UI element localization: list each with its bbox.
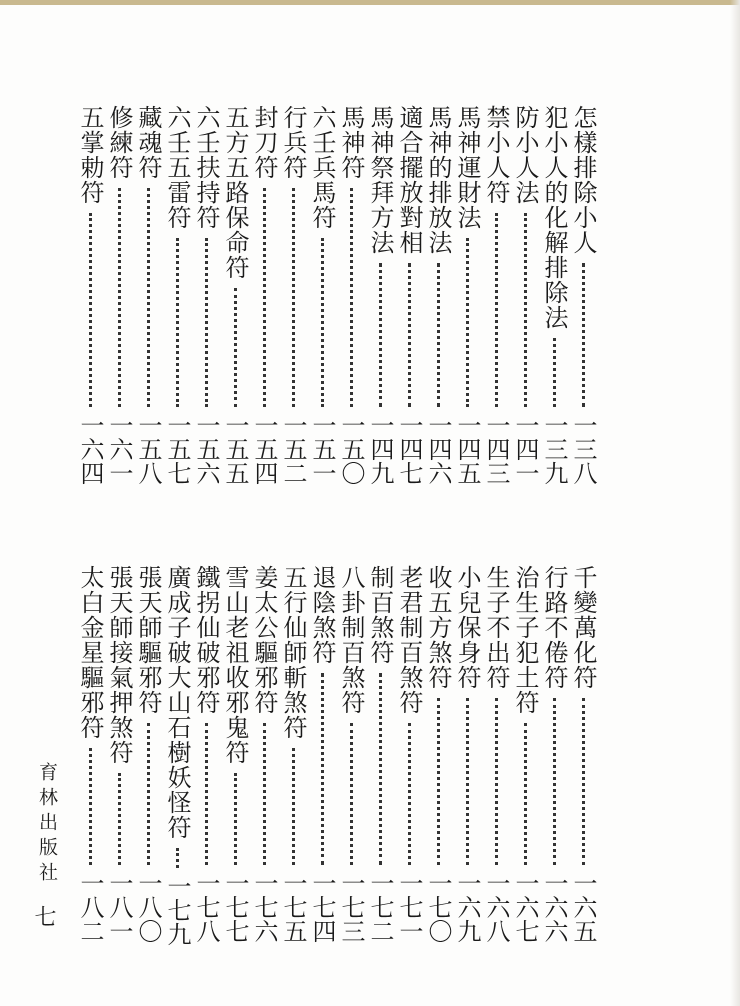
dot-leader xyxy=(350,188,353,407)
dot-leader xyxy=(524,723,527,865)
toc-entry-title: 馬神符 xyxy=(337,105,365,180)
toc-entry xyxy=(336,105,366,485)
dot-leader xyxy=(437,698,440,865)
toc-entry-title: 八卦制百煞符 xyxy=(337,565,365,715)
toc-entry xyxy=(481,105,511,485)
toc-entry-title: 防小人法 xyxy=(511,105,539,205)
dot-leader xyxy=(205,723,208,865)
dot-leader xyxy=(118,188,121,407)
toc-entry xyxy=(423,565,453,943)
toc-entry-page: 一八一 xyxy=(105,871,133,943)
dot-leader xyxy=(234,288,237,407)
toc-entry-page: 一五〇 xyxy=(337,413,365,485)
toc-entry-title: 五行仙師斬煞符 xyxy=(279,565,307,740)
toc-entry-title: 馬神運財法 xyxy=(453,105,481,230)
toc-entry xyxy=(75,105,105,485)
dot-leader xyxy=(118,773,121,865)
toc-entry xyxy=(394,565,424,943)
toc-entry xyxy=(104,105,134,485)
dot-leader xyxy=(553,338,556,407)
dot-leader xyxy=(89,213,92,407)
toc-entry-title: 藏魂符 xyxy=(134,105,162,180)
toc-entry xyxy=(481,565,511,943)
toc-entry-page: 一七九 xyxy=(163,874,191,946)
dot-leader xyxy=(147,723,150,865)
dot-leader xyxy=(495,213,498,407)
dot-leader xyxy=(553,698,556,865)
toc-entry-page: 一六五 xyxy=(569,871,597,943)
toc-entry-page: 一七五 xyxy=(279,871,307,943)
toc-entry xyxy=(510,105,540,485)
toc-entry-title: 鐵拐仙破邪符 xyxy=(192,565,220,715)
toc-entry-title: 千變萬化符 xyxy=(569,565,597,690)
toc-entry-title: 雪山老祖收邪鬼符 xyxy=(221,565,249,765)
toc-entry xyxy=(568,565,598,943)
toc-entry-page: 一六六 xyxy=(540,871,568,943)
toc-entry-page: 一四一 xyxy=(511,413,539,485)
toc-entry xyxy=(104,565,134,943)
toc-entry-page: 一五六 xyxy=(192,413,220,485)
toc-entry xyxy=(75,565,105,943)
toc-entry xyxy=(423,105,453,485)
toc-entry xyxy=(278,565,308,943)
toc-entry xyxy=(539,105,569,485)
toc-entry-page: 一五四 xyxy=(250,413,278,485)
dot-leader xyxy=(495,698,498,865)
toc-entry-page: 一七一 xyxy=(395,871,423,943)
dot-leader xyxy=(379,673,382,865)
dot-leader xyxy=(408,723,411,865)
toc-entry-title: 制百煞符 xyxy=(366,565,394,665)
toc-entry-title: 小兒保身符 xyxy=(453,565,481,690)
toc-entry xyxy=(249,105,279,485)
toc-entry-title: 六壬兵馬符 xyxy=(308,105,336,230)
toc-entry xyxy=(336,565,366,943)
toc-entry-title: 姜太公驅邪符 xyxy=(250,565,278,715)
toc-entry-page: 一八二 xyxy=(76,871,104,943)
dot-leader xyxy=(234,773,237,865)
dot-leader xyxy=(524,213,527,407)
toc-entry-page: 一七八 xyxy=(192,871,220,943)
toc-entry xyxy=(365,105,395,485)
dot-leader xyxy=(176,238,179,407)
toc-entry xyxy=(307,105,337,485)
toc-entry xyxy=(191,105,221,485)
toc-entry xyxy=(249,565,279,943)
toc-entry-title: 馬神祭拜方法 xyxy=(366,105,394,255)
toc-entry-title: 廣成子破大山石樹妖怪符 xyxy=(163,565,191,840)
toc-entry-title: 生子不出符 xyxy=(482,565,510,690)
toc-entry xyxy=(452,565,482,943)
toc-entry-page: 一七〇 xyxy=(424,871,452,943)
toc-entry-page: 一五二 xyxy=(279,413,307,485)
toc-entry-title: 怎樣排除小人 xyxy=(569,105,597,255)
toc-entry-title: 五掌勅符 xyxy=(76,105,104,205)
dot-leader xyxy=(466,238,469,407)
toc-entry-page: 一五七 xyxy=(163,413,191,485)
toc-entry xyxy=(394,105,424,485)
toc-entry-title: 行路不倦符 xyxy=(540,565,568,690)
toc-entry-page: 一三八 xyxy=(569,413,597,485)
toc-entry-title: 六壬五雷符 xyxy=(163,105,191,230)
dot-leader xyxy=(408,263,411,407)
dot-leader xyxy=(350,723,353,865)
toc-entry-title: 張天師接氣押煞符 xyxy=(105,565,133,765)
toc-entry xyxy=(162,565,192,946)
toc-entry-page: 一四六 xyxy=(424,413,452,485)
toc-entry-title: 太白金星驅邪符 xyxy=(76,565,104,740)
dot-leader xyxy=(292,188,295,407)
toc-entry-title: 修練符 xyxy=(105,105,133,180)
toc-entry-title: 治生子犯土符 xyxy=(511,565,539,715)
dot-leader xyxy=(176,848,179,868)
toc-entry-page: 一七四 xyxy=(308,871,336,943)
dot-leader xyxy=(263,723,266,865)
toc-entry-page: 一六八 xyxy=(482,871,510,943)
toc-entry-page: 一三九 xyxy=(540,413,568,485)
toc-entry-title: 禁小人符 xyxy=(482,105,510,205)
toc-entry-page: 一六九 xyxy=(453,871,481,943)
toc-entry-title: 馬神的排放法 xyxy=(424,105,452,255)
toc-entry-title: 退陰煞符 xyxy=(308,565,336,665)
toc-entry xyxy=(539,565,569,943)
toc-entry-title: 犯小人的化解排除法 xyxy=(540,105,568,330)
dot-leader xyxy=(321,238,324,407)
toc-entry xyxy=(133,105,163,485)
toc-entry-page: 一六一 xyxy=(105,413,133,485)
toc-entry-title: 行兵符 xyxy=(279,105,307,180)
toc-entry xyxy=(307,565,337,943)
toc-entry-page: 一七二 xyxy=(366,871,394,943)
dot-leader xyxy=(263,188,266,407)
toc-entry xyxy=(510,565,540,943)
toc-entry xyxy=(568,105,598,485)
publisher-name: 育林出版社 xyxy=(36,762,58,887)
toc-entry xyxy=(220,105,250,485)
toc-entry-page: 一七七 xyxy=(221,871,249,943)
toc-entry-title: 封刀符 xyxy=(250,105,278,180)
toc-entry-title: 適合擺放對相 xyxy=(395,105,423,255)
dot-leader xyxy=(321,673,324,865)
toc-entry-page: 一四五 xyxy=(453,413,481,485)
toc-entry-page: 一八〇 xyxy=(134,871,162,943)
toc-entry xyxy=(365,565,395,943)
toc-entry xyxy=(278,105,308,485)
toc-entry xyxy=(191,565,221,943)
toc-entry xyxy=(133,565,163,943)
dot-leader xyxy=(205,238,208,407)
dot-leader xyxy=(89,748,92,865)
toc-entry xyxy=(452,105,482,485)
toc-entry-page: 一六四 xyxy=(76,413,104,485)
toc-entry-title: 老君制百煞符 xyxy=(395,565,423,715)
page-binding-shadow xyxy=(730,0,740,1006)
toc-entry-page: 一七三 xyxy=(337,871,365,943)
toc-entry-page: 一五一 xyxy=(308,413,336,485)
dot-leader xyxy=(292,748,295,865)
toc-entry xyxy=(162,105,192,485)
dot-leader xyxy=(437,263,440,407)
toc-entry-page: 一六七 xyxy=(511,871,539,943)
toc-entry-title: 五方五路保命符 xyxy=(221,105,249,280)
toc-entry-page: 一五五 xyxy=(221,413,249,485)
toc-entry-page: 一四三 xyxy=(482,413,510,485)
page-top-edge xyxy=(0,0,740,5)
toc-entry-page: 一四七 xyxy=(395,413,423,485)
dot-leader xyxy=(582,263,585,407)
toc-entry-title: 六壬扶持符 xyxy=(192,105,220,230)
toc-entry-page: 一七六 xyxy=(250,871,278,943)
toc-entry-page: 一四九 xyxy=(366,413,394,485)
toc-entry-title: 收五方煞符 xyxy=(424,565,452,690)
page-number: 七 xyxy=(31,905,56,927)
toc-entry-title: 張天師驅邪符 xyxy=(134,565,162,715)
dot-leader xyxy=(466,698,469,865)
dot-leader xyxy=(379,263,382,407)
dot-leader xyxy=(582,698,585,865)
toc-entry-page: 一五八 xyxy=(134,413,162,485)
toc-entry xyxy=(220,565,250,943)
dot-leader xyxy=(147,188,150,407)
